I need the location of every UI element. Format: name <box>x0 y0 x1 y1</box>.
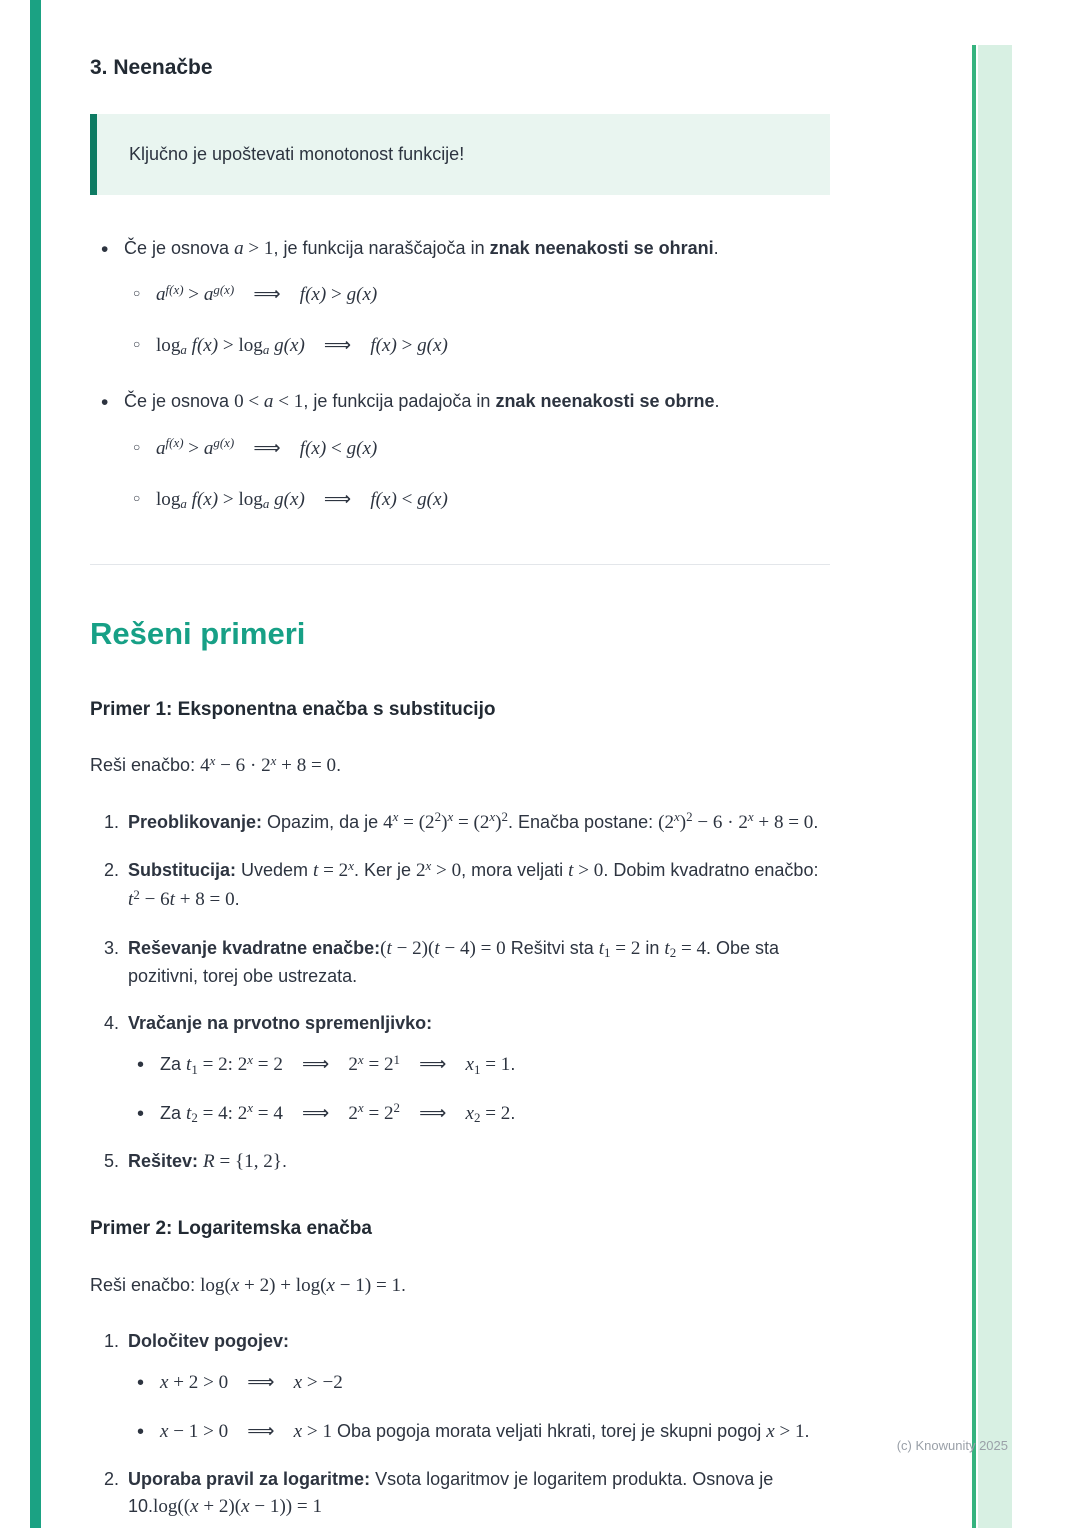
math-expression: ○ $a^{f(x)} > a^{g(x)}$ ⟹ f(x) < g(x) <box>156 435 378 459</box>
math-expression: • Za $t_2 = 4$: $2^x = 4$ ⟹ $2^x = 2^2$ ⟹ $x_2 = 2$. <box>160 1100 516 1126</box>
step-item <box>124 1148 830 1177</box>
step-text: 1. Preoblikovanje: Opazim, da je $4^x = (2^2)^x = (2^x)^2$. Enačba postane: $(2^x)^2 - 6 \cdot 2^x + 8 = 0$. <box>128 809 819 833</box>
rule-text: • Če je osnova 0 < a < 1, je funkcija padajoča in znak neenakosti se obrne. <box>124 391 720 413</box>
example1-title: Primer 1: Eksponentna enačba s substitucijo <box>90 698 496 720</box>
right-accent-line <box>972 45 976 1528</box>
step-item <box>124 1466 830 1522</box>
step-sublist <box>128 1369 830 1446</box>
step-item <box>124 935 830 991</box>
section-title-neenacbe: 3. Neenačbe <box>90 56 213 79</box>
math-expression: ○ $a^{f(x)} > a^{g(x)}$ ⟹ f(x) > g(x) <box>156 281 378 306</box>
math-line <box>124 435 830 464</box>
step-text: 2. Uporaba pravil za logaritme: Vsota logaritmov je logaritem produkta. Osnova je 10.log((x + 2)(x − 1)) = 1 <box>128 1469 774 1518</box>
math-line <box>124 281 830 310</box>
step-text: 5. Rešitev: R = {1, 2}. <box>128 1151 287 1173</box>
math-expression: • x + 2 > 0 ⟹ x > −2 <box>160 1372 343 1394</box>
step-text: 4. Vračanje na prvotno spremenljivko: <box>128 1013 433 1034</box>
step-text: 2. Substitucija: Uvedem $t = 2^x$. Ker je $2^x > 0$, mora veljati t > 0. Dobim kvadratno enačbo: $t^2 - 6t + 8 = 0$. <box>128 857 819 910</box>
math-expression: • Za $t_1 = 2$: $2^x = 2$ ⟹ $2^x = 2^1$ ⟹ $x_1 = 1$. <box>160 1051 516 1077</box>
callout-text: Ključno je upoštevati monotonost funkcije! <box>129 143 465 164</box>
document-content <box>90 0 830 1522</box>
section-divider <box>90 564 830 565</box>
math-expression: ○ $\log_a f(x) > \log_a g(x)$ ⟹ f(x) > g(x) <box>156 334 448 358</box>
math-line <box>128 1418 830 1447</box>
rules-list <box>90 235 830 515</box>
step-text: 1. Določitev pogojev: <box>128 1331 290 1352</box>
math-line <box>124 332 830 361</box>
example1-intro: Reši enačbo: $4^x - 6 \cdot 2^x + 8 = 0$. <box>90 752 342 777</box>
math-line <box>128 1051 830 1080</box>
example2-title: Primer 2: Logaritemska enačba <box>90 1218 372 1240</box>
rule-text: • Če je osnova a > 1, je funkcija naraščajoča in znak neenakosti se ohrani. <box>124 237 719 259</box>
step-item <box>124 857 830 914</box>
rule-item-increasing <box>90 235 830 361</box>
step-sublist <box>128 1051 830 1128</box>
math-line <box>124 486 830 515</box>
step-item <box>124 1328 830 1446</box>
step-text: 3. Reševanje kvadratne enačbe:(t − 2)(t − 4) = 0 Rešitvi sta $t_1 = 2$ in $t_2 = 4$. Obe sta pozitivni, torej obe ustrezata. <box>128 937 780 987</box>
copyright-notice: (c) Knowunity 2025 <box>896 1438 1008 1453</box>
step-item <box>124 809 830 838</box>
example1-steps <box>90 809 830 1177</box>
example2-intro: Reši enačbo: log(x + 2) + log(x − 1) = 1. <box>90 1274 407 1296</box>
math-expression: • x − 1 > 0 ⟹ x > 1 Oba pogoja morata veljati hkrati, torej je skupni pogoj x > 1. <box>160 1420 810 1442</box>
math-expression: ○ $\log_a f(x) > \log_a g(x)$ ⟹ f(x) < g(x) <box>156 488 448 512</box>
example2-steps <box>90 1328 830 1522</box>
math-line <box>128 1100 830 1129</box>
rule-sublist <box>124 435 830 514</box>
key-callout <box>90 114 830 195</box>
rule-item-decreasing <box>90 388 830 514</box>
heading-solved-examples: Rešeni primeri <box>90 616 306 652</box>
step-item <box>124 1010 830 1128</box>
rule-sublist <box>124 281 830 360</box>
math-line <box>128 1369 830 1398</box>
right-accent-band <box>978 45 1012 1528</box>
left-accent-bar <box>30 0 41 1528</box>
